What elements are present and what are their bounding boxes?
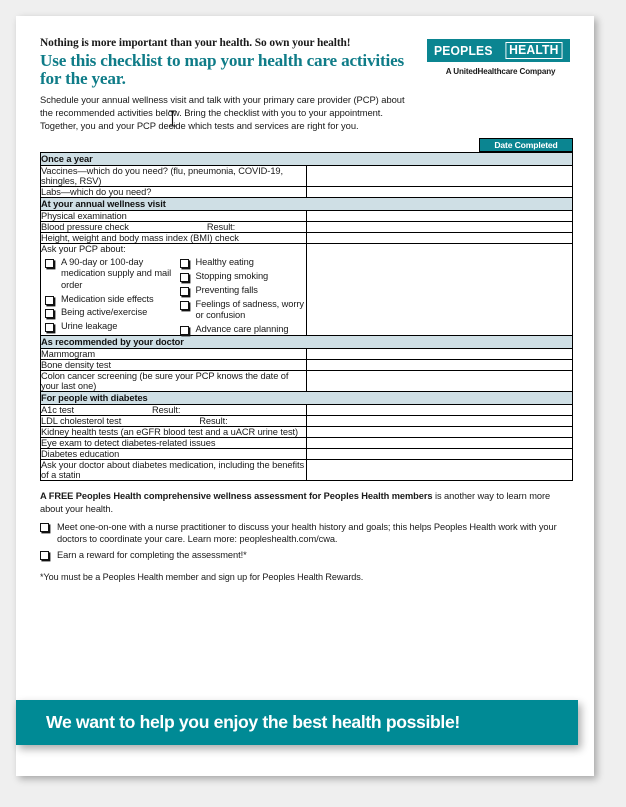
pcp-checkbox-label: Preventing falls [195, 284, 258, 295]
table-row [41, 449, 573, 460]
checkbox-icon[interactable] [180, 301, 189, 310]
footer-checkbox-item[interactable] [40, 549, 572, 561]
pcp-checkbox-label: Healthy eating [195, 257, 254, 268]
result-label: Result: [151, 405, 181, 416]
table-section-header-row [41, 152, 573, 165]
checkbox-icon[interactable] [40, 523, 49, 532]
checklist-item-label: Mammogram [41, 349, 307, 360]
footer-checklist [40, 521, 572, 561]
ask-your-pcp-block [41, 243, 307, 335]
checklist-item-label: A1c test Result: [41, 405, 307, 416]
banner-text: We want to help you enjoy the best health possible! [46, 712, 460, 732]
checklist-item-label: Labs—which do you need? [41, 186, 307, 197]
date-completed-cell[interactable] [307, 232, 573, 243]
date-completed-cell[interactable] [307, 371, 573, 392]
footer-lead [40, 490, 572, 515]
pcp-checkbox-label: Being active/exercise [61, 307, 148, 318]
table-row [41, 186, 573, 197]
header-text-block [40, 37, 427, 133]
table-row [41, 371, 573, 392]
checkbox-icon[interactable] [45, 323, 54, 332]
ask-your-pcp-lead: Ask your PCP about: [41, 243, 126, 254]
checklist-item-label: Colon cancer screening (be sure your PCP knows the date of your last one) [41, 371, 307, 392]
logo-word-peoples: PEOPLES [434, 42, 493, 58]
checkbox-icon[interactable] [180, 273, 189, 282]
table-row [41, 360, 573, 371]
date-completed-cell[interactable] [307, 460, 573, 481]
page-title: Use this checklist to map your health care activities for the year. [40, 51, 404, 89]
date-completed-cell[interactable] [307, 438, 573, 449]
table-row-pcp [41, 243, 573, 335]
checklist-item-label: Blood pressure check Result: [41, 221, 307, 232]
table-row [41, 221, 573, 232]
footer-checkbox-label: Meet one-on-one with a nurse practitioner to discuss your health history and goals; this helps Peoples Health work with your doctors to coordinate your care. Learn more: peopleshealth.com/cwa. [57, 521, 557, 545]
table-section-header-row [41, 392, 573, 405]
result-label: Result: [199, 416, 228, 427]
pcp-checkbox-label: Stopping smoking [195, 270, 269, 281]
pcp-checkbox-label: Medication side effects [61, 293, 154, 304]
checklist-item-label: Vaccines—which do you need? (flu, pneumonia, COVID-19, shingles, RSV) [41, 165, 307, 186]
checklist-table [40, 152, 573, 481]
checklist-item-label: Eye exam to detect diabetes-related issues [41, 438, 307, 449]
checkbox-icon[interactable] [45, 296, 54, 305]
pcp-checkbox-label: Urine leakage [61, 321, 118, 332]
checklist-item-label: Kidney health tests (an eGFR blood test and a uACR urine test) [41, 427, 307, 438]
date-completed-cell[interactable] [307, 210, 573, 221]
date-completed-cell[interactable] [307, 221, 573, 232]
checklist-table-body [41, 152, 573, 480]
pcp-checkbox-item[interactable] [41, 307, 172, 318]
section-title: Once a year [41, 152, 573, 165]
pcp-checkbox-item[interactable] [41, 294, 172, 305]
date-completed-cell[interactable] [307, 416, 573, 427]
date-completed-cell[interactable] [307, 165, 573, 186]
section-title: As recommended by your doctor [41, 336, 573, 349]
document-header [16, 16, 594, 133]
pcp-checkbox-item[interactable] [176, 271, 307, 282]
footer-checkbox-item[interactable] [40, 521, 572, 546]
table-row [41, 416, 573, 427]
result-label: Result: [206, 221, 236, 232]
checkbox-icon[interactable] [180, 326, 189, 335]
pcp-checkbox-item[interactable] [41, 257, 172, 291]
pcp-checkbox-label: Advance care planning [195, 323, 289, 334]
footer-lead-rest: is another way to learn more about your health. [40, 491, 551, 514]
table-row [41, 349, 573, 360]
checklist-item-label: Ask your doctor about diabetes medication, including the benefits of a statin [41, 460, 307, 481]
pcp-checkbox-item[interactable] [176, 324, 307, 335]
pcp-columns [41, 255, 306, 335]
pcp-column-right [172, 255, 307, 335]
footer-lead-bold: A FREE Peoples Health comprehensive wellness assessment for Peoples Health members [40, 491, 433, 502]
pcp-checkbox-item[interactable] [176, 299, 307, 322]
table-row [41, 165, 573, 186]
date-completed-header: Date Completed [479, 138, 573, 152]
tagline: Nothing is more important than your health. So own your health! [40, 37, 351, 49]
date-completed-cell[interactable] [307, 349, 573, 360]
checklist-item-label: Height, weight and body mass index (BMI) check [41, 232, 307, 243]
checkbox-icon[interactable] [180, 259, 189, 268]
table-row [41, 210, 573, 221]
logo-box [427, 39, 570, 62]
section-title: At your annual wellness visit [41, 197, 573, 210]
table-row [41, 460, 573, 481]
section-title: For people with diabetes [41, 392, 573, 405]
checklist-item-label: LDL cholesterol test Result: [41, 416, 307, 427]
logo-subtitle: A UnitedHealthcare Company [445, 67, 556, 76]
table-section-header-row [41, 197, 573, 210]
document-page [16, 16, 594, 776]
footer-checkbox-label: Earn a reward for completing the assessment!* [57, 549, 247, 560]
pcp-checkbox-item[interactable] [41, 321, 172, 332]
checklist-table-zone [16, 138, 594, 481]
date-completed-cell[interactable] [307, 449, 573, 460]
pcp-checkbox-label: Feelings of sadness, worry or confusion [195, 298, 304, 320]
table-row [41, 438, 573, 449]
table-row [41, 405, 573, 416]
date-completed-cell[interactable] [307, 405, 573, 416]
pcp-checkbox-label: A 90-day or 100-day medication supply and mail order [61, 257, 172, 290]
logo-word-health: HEALTH [505, 42, 562, 58]
date-completed-cell[interactable] [307, 427, 573, 438]
checklist-item-label: Diabetes education [41, 449, 307, 460]
date-completed-cell[interactable] [307, 186, 573, 197]
date-completed-cell[interactable] [307, 360, 573, 371]
footer-block [16, 481, 594, 582]
checkbox-icon[interactable] [45, 309, 54, 318]
bottom-banner [16, 700, 578, 745]
table-row [41, 232, 573, 243]
peoples-health-logo [427, 37, 574, 76]
checklist-item-label: Bone density test [41, 360, 307, 371]
footer-note: *You must be a Peoples Health member and sign up for Peoples Health Rewards. [40, 572, 364, 583]
pcp-checkbox-item[interactable] [176, 285, 307, 296]
table-section-header-row [41, 336, 573, 349]
pcp-column-left [41, 255, 172, 335]
checklist-item-label: Physical examination [41, 210, 307, 221]
checkbox-icon[interactable] [45, 259, 54, 268]
table-row [41, 427, 573, 438]
checkbox-icon[interactable] [40, 551, 49, 560]
pcp-checkbox-item[interactable] [176, 257, 307, 268]
intro-paragraph: Schedule your annual wellness visit and talk with your primary care provider (PCP) about the recommended activities below. Bring the checklist with you to your appointment. Together, you and your PCP decide which tests and services are right for you. [40, 93, 405, 132]
date-completed-cell[interactable] [307, 243, 573, 335]
checkbox-icon[interactable] [180, 287, 189, 296]
